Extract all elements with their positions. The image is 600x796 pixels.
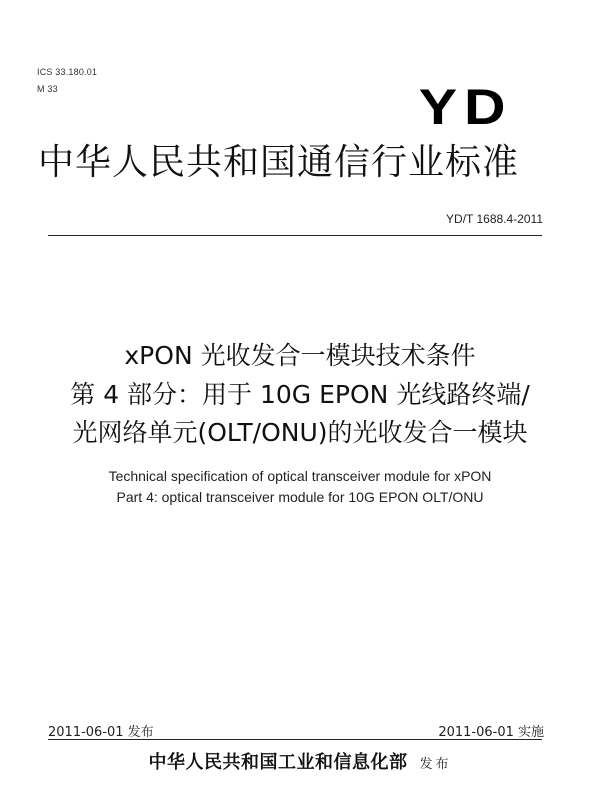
footer-divider <box>48 739 542 740</box>
issuer-action: 发布 <box>419 757 452 772</box>
issuer-name: 中华人民共和国工业和信息化部 <box>148 752 408 773</box>
document-title-line-1: xPON 光收发合一模块技术条件 <box>124 341 476 370</box>
ics-code: ICS 33.180.01 <box>37 67 98 77</box>
standard-category-title: 中华人民共和国通信行业标准 <box>38 142 520 183</box>
document-title-line-3: 光网络单元(OLT/ONU)的光收发合一模块 <box>72 418 528 447</box>
document-title-line-2: 第 4 部分：用于 10G EPON 光线路终端/ <box>70 380 530 409</box>
standard-number: YD/T 1688.4-2011 <box>446 212 543 226</box>
publish-date: 2011-06-01 发布 <box>48 725 154 740</box>
english-title-line-1: Technical specification of optical transceiver module for xPON <box>108 468 492 484</box>
header-divider <box>48 235 542 236</box>
yd-logo: YD <box>418 79 512 135</box>
implement-date: 2011-06-01 实施 <box>438 725 544 740</box>
classification-code: M 33 <box>37 84 58 94</box>
english-title-line-2: Part 4: optical transceiver module for 10G EPON OLT/ONU <box>116 489 484 505</box>
issuer-block <box>0 748 600 774</box>
